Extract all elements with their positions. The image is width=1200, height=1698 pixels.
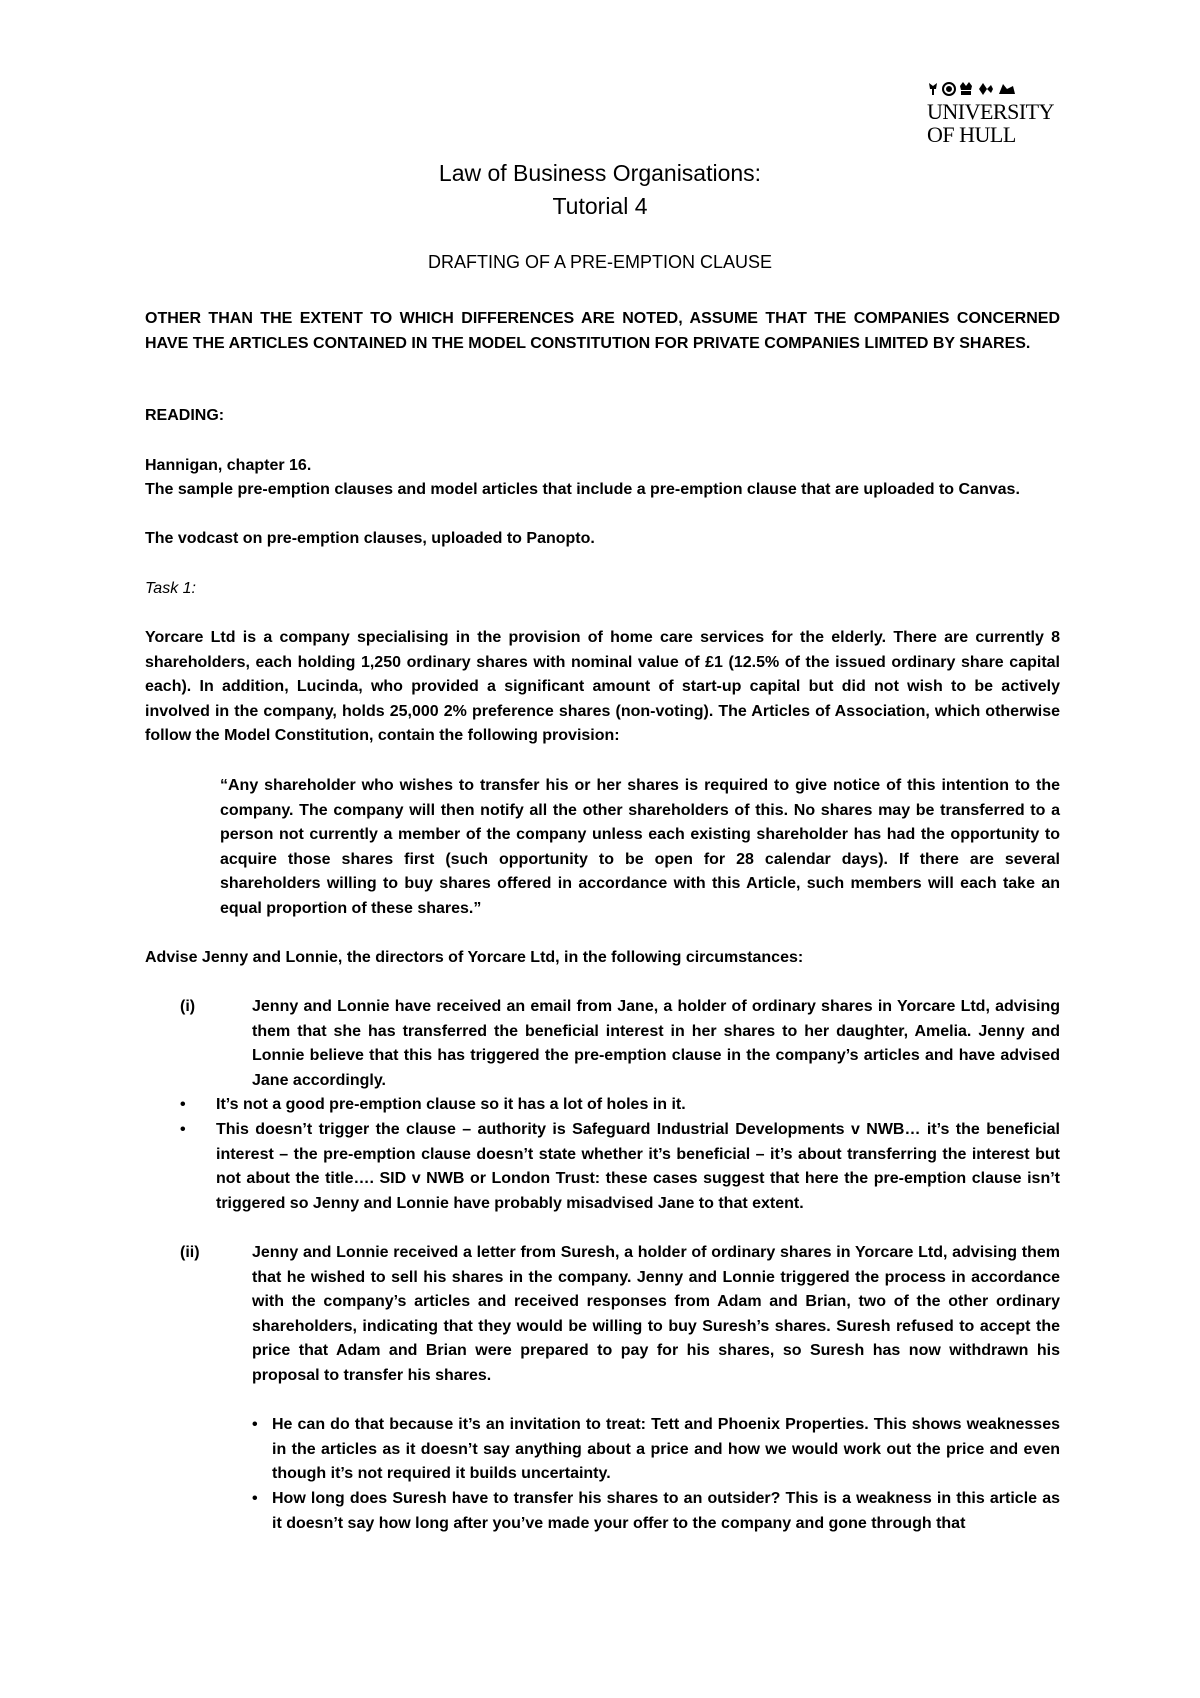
reading-heading: READING: [145, 407, 225, 424]
list-item-bullet-2 [180, 1118, 1060, 1216]
bullet-icon: • [180, 1121, 186, 1138]
crest-icons [927, 80, 1027, 98]
list-item-ii [180, 1241, 1060, 1388]
list-marker-i: (i) [180, 998, 196, 1015]
intro-paragraph: OTHER THAN THE EXTENT TO WHICH DIFFERENCES ARE NOTED, ASSUME THAT THE COMPANIES CONCERNED HAVE THE ARTICLES CONTAINED IN THE MODEL CONSTITUTION FOR PRIVATE COMPANIES LIMITED BY SHARES. [145, 310, 1060, 352]
crest-icon-2 [943, 83, 955, 95]
list-item-i [180, 995, 1060, 1093]
document-subtitle: DRAFTING OF A PRE-EMPTION CLAUSE [427, 252, 773, 272]
list-item-ii-text: Jenny and Lonnie received a letter from Suresh, a holder of ordinary shares in Yorcare Ltd, advising them that he wished to sell his shares in the company. Jenny and Lonnie triggered the process in accordance with the company’s articles and received responses from Adam and Brian, two of the other ordinary shareholders, indicating that they would be willing to buy Suresh’s shares. Suresh refused to accept the price that Adam and Brian were prepared to pay for his shares, so Suresh has now withdrawn his proposal to transfer his shares. [252, 1244, 1060, 1384]
crest-icon-4 [979, 83, 993, 95]
list-item-bullet-3 [252, 1413, 1060, 1487]
advise-instruction: Advise Jenny and Lonnie, the directors of Yorcare Ltd, in the following circumstances: [145, 949, 804, 966]
document-title-tutorial: Tutorial 4 [552, 193, 648, 219]
reading-line-1: Hannigan, chapter 16. [145, 457, 312, 474]
list-marker-ii: (ii) [180, 1244, 200, 1261]
crest-icon-1 [929, 83, 937, 95]
bullet-2-text: This doesn’t trigger the clause – authority is Safeguard Industrial Developments v NWB… it’s the beneficial interest – the pre-emption clause doesn’t state whether it’s beneficial – it’s about transferring the interest but not about the title…. SID v NWB or London Trust: these cases suggest that here the pre-emption clause isn’t triggered so Jenny and Lonnie have probably misadvised Jane to that extent. [216, 1121, 1060, 1212]
bullet-icon: • [252, 1490, 258, 1507]
reading-line-3: The vodcast on pre-emption clauses, uploaded to Panopto. [145, 530, 595, 547]
reading-line-2: The sample pre-emption clauses and model articles that include a pre-emption clause that are uploaded to Canvas. [145, 481, 1020, 498]
list-item-i-text: Jenny and Lonnie have received an email from Jane, a holder of ordinary shares in Yorcare Ltd, advising them that she has transferred the beneficial interest in her shares to her daughter, Amelia. Jenny and Lonnie believe that this has triggered the pre-emption clause in the company’s articles and have advised Jane accordingly. [252, 998, 1060, 1089]
bullet-icon: • [180, 1096, 186, 1113]
logo-line-university: UNIVERSITY [927, 99, 1054, 124]
articles-quote: “Any shareholder who wishes to transfer his or her shares is required to give notice of this intention to the company. The company will then notify all the other shareholders of this. No shares may be transferred to a person not currently a member of the company unless each existing shareholder has had the opportunity to acquire those shares first (such opportunity to be open for 28 calendar days). If there are several shareholders willing to buy shares offered in accordance with this Article, such members will each take an equal proportion of these shares.” [220, 777, 1060, 917]
bullet-3-text: He can do that because it’s an invitation to treat: Tett and Phoenix Properties. This shows weaknesses in the articles as it doesn’t say anything about a price and how we would work out the price and even though it’s not required it builds uncertainty. [272, 1416, 1060, 1482]
list-item-bullet-4 [252, 1487, 1060, 1536]
bullet-icon: • [252, 1416, 258, 1433]
task-label: Task 1: [145, 580, 196, 597]
university-logo [927, 80, 1057, 146]
bullet-4-text: How long does Suresh have to transfer his shares to an outsider? This is a weakness in this article as it doesn’t say how long after you’ve made your offer to the company and gone through that [272, 1490, 1060, 1532]
crest-icon-3 [960, 82, 972, 95]
crest-icon-5 [999, 84, 1015, 94]
logo-crests [927, 80, 1057, 100]
task-scenario: Yorcare Ltd is a company specialising in the provision of home care services for the elderly. There are currently 8 shareholders, each holding 1,250 ordinary shares with nominal value of £1 (12.5% of the issued ordinary share capital each). In addition, Lucinda, who provided a significant amount of start-up capital but did not wish to be actively involved in the company, holds 25,000 2% preference shares (non-voting). The Articles of Association, which otherwise follow the Model Constitution, contain the following provision: [145, 629, 1060, 744]
document-title: Law of Business Organisations: [438, 160, 762, 186]
list-item-bullet-1 [180, 1093, 1060, 1118]
bullet-1-text: It’s not a good pre-emption clause so it has a lot of holes in it. [216, 1096, 686, 1113]
logo-line-of-hull: OF HULL [927, 122, 1016, 147]
